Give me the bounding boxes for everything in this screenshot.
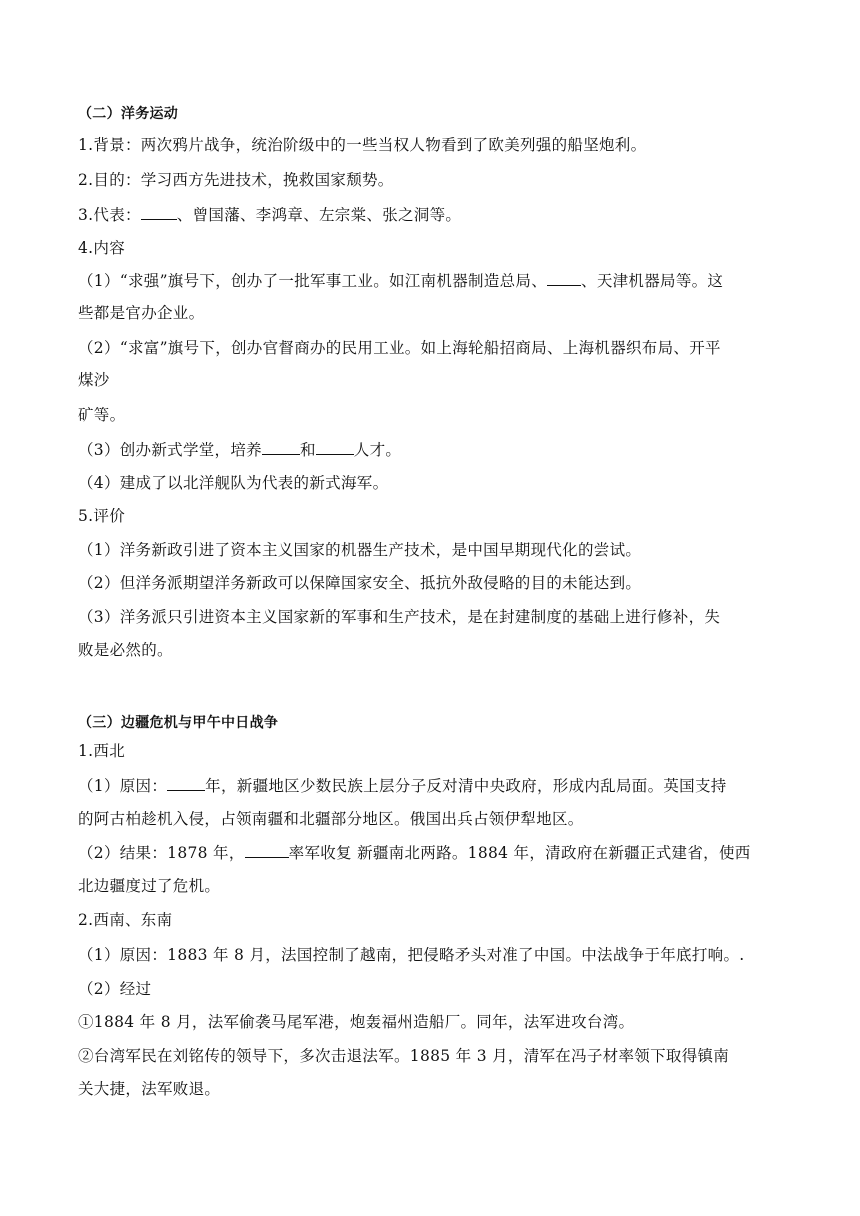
content-item-4: （4）建成了以北洋舰队为代表的新式海军。 (78, 474, 389, 492)
content-item-1-prefix: （1）“求强”旗号下，创办了一批军事工业。如江南机器制造总局、 (78, 272, 548, 290)
southwest-cause: （1）原因：1883 年 8 月，法国控制了越南，把侵略矛头对准了中国。中法战争于年底打响。. (78, 946, 745, 964)
fill-blank (245, 843, 289, 858)
content-item-1-continued: 些都是官办企业。 (78, 304, 205, 322)
northwest-title: 1.西北 (78, 742, 125, 760)
section-heading-border-crisis: （三）边疆危机与甲午中日战争 (78, 715, 279, 731)
content-item-3-mid: 和 (299, 441, 316, 459)
evaluation-item-1: （1）洋务新政引进了资本主义国家的机器生产技术，是中国早期现代化的尝试。 (78, 541, 642, 559)
content-item-3-suffix: 人才。 (353, 441, 402, 459)
northwest-result-suffix: 率军收复 新疆南北两路。1884 年，清政府在新疆正式建省，使西 (288, 844, 751, 862)
southwest-process-item-2-continued: 关大捷，法军败退。 (78, 1080, 221, 1098)
content-title: 4.内容 (78, 239, 125, 257)
northwest-cause-suffix: 年，新疆地区少数民族上层分子反对清中央政府，形成内乱局面。英国支持 (205, 777, 727, 795)
content-item-3-prefix: （3）创办新式学堂，培养 (78, 441, 262, 459)
northwest-result-continued: 北边疆度过了危机。 (78, 877, 221, 895)
southwest-process-title: （2）经过 (78, 980, 152, 998)
fill-blank (262, 440, 300, 455)
content-item-2-continued-2: 矿等。 (78, 406, 126, 424)
southwest-process-item-1: ①1884 年 8 月，法军偷袭马尾军港，炮轰福州造船厂。同年，法军进攻台湾。 (78, 1013, 635, 1031)
content-item-2-continued: 煤沙 (78, 371, 110, 389)
section-heading-yangwu: （二）洋务运动 (78, 106, 179, 122)
northwest-cause-prefix: （1）原因： (78, 777, 168, 795)
fill-blank (141, 205, 177, 220)
purpose-paragraph: 2.目的：学习西方先进技术，挽救国家颓势。 (78, 171, 394, 189)
southwest-process-item-2: ②台湾军民在刘铭传的领导下，多次击退法军。1885 年 3 月，清军在冯子材率领下取得镇南 (78, 1047, 730, 1065)
evaluation-item-3-continued: 败是必然的。 (78, 641, 173, 659)
content-item-2: （2）“求富”旗号下，创办官督商办的民用工业。如上海轮船招商局、上海机器织布局、开平 (78, 339, 721, 357)
fill-blank (316, 440, 354, 455)
northwest-cause-continued: 的阿古柏趁机入侵，占领南疆和北疆部分地区。俄国出兵占领伊犁地区。 (78, 810, 584, 828)
evaluation-title: 5.评价 (78, 507, 125, 525)
content-item-3 (78, 440, 793, 460)
southwest-title: 2.西南、东南 (78, 911, 173, 929)
representatives-paragraph (78, 205, 793, 225)
fill-blank (547, 271, 581, 286)
fill-blank (167, 776, 205, 791)
content-item-1 (78, 271, 793, 291)
northwest-result-prefix: （2）结果：1878 年， (78, 844, 245, 862)
representatives-suffix: 、曾国藩、李鸿章、左宗棠、张之洞等。 (176, 206, 462, 224)
evaluation-item-3: （3）洋务派只引进资本主义国家新的军事和生产技术，是在封建制度的基础上进行修补，失 (78, 608, 721, 626)
background-paragraph: 1.背景：两次鸦片战争，统治阶级中的一些当权人物看到了欧美列强的船坚炮利。 (78, 136, 647, 154)
evaluation-item-2: （2）但洋务派期望洋务新政可以保障国家安全、抵抗外敌侵略的目的未能达到。 (78, 574, 642, 592)
content-item-1-suffix: 、天津机器局等。这 (581, 272, 724, 290)
northwest-cause (78, 776, 793, 796)
northwest-result (78, 843, 793, 863)
representatives-prefix: 3.代表： (78, 206, 141, 224)
